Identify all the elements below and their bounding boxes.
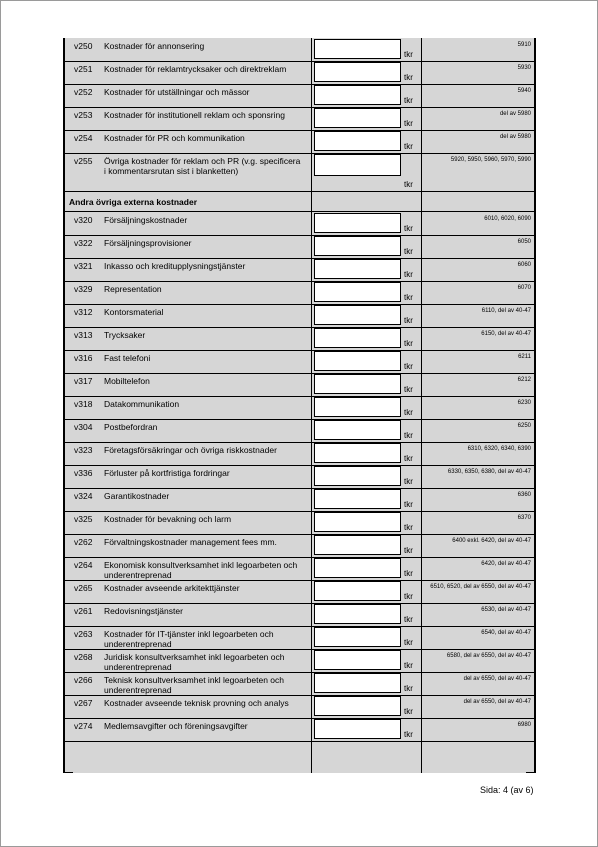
table-row	[65, 373, 534, 397]
row-label: Postbefordran	[104, 422, 158, 432]
amount-input[interactable]	[314, 374, 401, 394]
form-right-rule	[534, 38, 536, 773]
account-reference: 6060	[517, 262, 531, 268]
row-label: Försäljningsprovisioner	[104, 238, 192, 248]
amount-input[interactable]	[314, 558, 401, 578]
table-row	[65, 153, 534, 192]
unit-label: tkr	[404, 119, 413, 128]
row-code: v255	[74, 156, 93, 166]
unit-label: tkr	[404, 500, 413, 509]
row-code: v250	[74, 41, 93, 51]
amount-input[interactable]	[314, 627, 401, 647]
account-reference: del av 5980	[499, 111, 531, 117]
table-row	[65, 304, 534, 328]
table-row	[65, 130, 534, 154]
row-code: v318	[74, 399, 93, 409]
row-label: Kostnader för annonsering	[104, 41, 205, 51]
unit-label: tkr	[404, 316, 413, 325]
table-row	[65, 212, 534, 236]
row-label: Kostnader för utställningar och mässor	[104, 87, 250, 97]
amount-input[interactable]	[314, 154, 401, 176]
amount-input[interactable]	[314, 650, 401, 670]
unit-label: tkr	[404, 180, 413, 189]
account-reference: del av 5980	[499, 134, 531, 140]
row-label: Trycksaker	[104, 330, 146, 340]
table-row	[65, 718, 534, 742]
row-label: Ekonomisk konsultverksamhet inkl legoarbeten och underentreprenad	[104, 560, 298, 580]
unit-label: tkr	[404, 569, 413, 578]
table-row	[65, 465, 534, 489]
row-code: v251	[74, 64, 93, 74]
unit-label: tkr	[404, 730, 413, 739]
row-code: v265	[74, 583, 93, 593]
amount-input[interactable]	[314, 696, 401, 716]
row-label: Kostnader för bevakning och larm	[104, 514, 232, 524]
table-row	[65, 38, 534, 62]
unit-label: tkr	[404, 362, 413, 371]
row-label: Kostnader för reklamtrycksaker och direktreklam	[104, 64, 287, 74]
unit-label: tkr	[404, 142, 413, 151]
row-label: Inkasso och kreditupplysningstjänster	[104, 261, 246, 271]
row-code: v264	[74, 560, 93, 570]
amount-input[interactable]	[314, 673, 401, 693]
amount-input[interactable]	[314, 259, 401, 279]
amount-input[interactable]	[314, 397, 401, 417]
row-label: Kostnader avseende arkitekttjänster	[104, 583, 240, 593]
account-reference: 6010, 6020, 6090	[484, 216, 531, 222]
account-reference: 5910	[517, 42, 531, 48]
row-label: Garantikostnader	[104, 491, 170, 501]
amount-input[interactable]	[314, 512, 401, 532]
account-reference: 6360	[517, 492, 531, 498]
amount-input[interactable]	[314, 236, 401, 256]
amount-input[interactable]	[314, 85, 401, 105]
table-row	[65, 488, 534, 512]
row-code: v267	[74, 698, 93, 708]
account-reference: 6510, 6520, del av 6550, del av 40-47	[430, 584, 531, 590]
unit-label: tkr	[404, 707, 413, 716]
row-label: Kostnader för PR och kommunikation	[104, 133, 245, 143]
unit-label: tkr	[404, 270, 413, 279]
account-reference: 5930	[517, 65, 531, 71]
table-row	[65, 603, 534, 627]
table-row	[65, 235, 534, 259]
table-row	[65, 419, 534, 443]
amount-input[interactable]	[314, 535, 401, 555]
table-row	[65, 672, 534, 696]
row-code: v304	[74, 422, 93, 432]
row-label: Kostnader avseende teknisk provning och analys	[104, 698, 289, 708]
row-label: Mobiltelefon	[104, 376, 150, 386]
account-reference: 6530, del av 40-47	[481, 607, 531, 613]
table-row	[65, 534, 534, 558]
account-reference: 6370	[517, 515, 531, 521]
account-reference: 6980	[517, 722, 531, 728]
page-number: Sida: 4 (av 6)	[480, 785, 534, 795]
table-row	[65, 107, 534, 131]
account-reference: 6110, del av 40-47	[481, 308, 531, 314]
table-row	[65, 580, 534, 604]
row-code: v268	[74, 652, 93, 662]
row-label: Datakommunikation	[104, 399, 180, 409]
row-label: Juridisk konsultverksamhet inkl legoarbeten och underentreprenad	[104, 652, 285, 672]
account-reference: 6400 exkl. 6420, del av 40-47	[452, 538, 531, 544]
row-code: v317	[74, 376, 93, 386]
amount-input[interactable]	[314, 466, 401, 486]
unit-label: tkr	[404, 431, 413, 440]
amount-input[interactable]	[314, 351, 401, 371]
account-reference: 6310, 6320, 6340, 6390	[467, 446, 531, 452]
row-label: Förluster på kortfristiga fordringar	[104, 468, 230, 478]
unit-label: tkr	[404, 661, 413, 670]
amount-input[interactable]	[314, 282, 401, 302]
row-label: Kostnader för IT-tjänster inkl legoarbeten och underentreprenad	[104, 629, 274, 649]
amount-input[interactable]	[314, 108, 401, 128]
section-title: Andra övriga externa kostnader	[69, 197, 198, 207]
account-reference: 6330, 6350, 6380, del av 40-47	[447, 469, 531, 475]
unit-label: tkr	[404, 615, 413, 624]
account-reference: 5940	[517, 88, 531, 94]
row-code: v316	[74, 353, 93, 363]
unit-label: tkr	[404, 385, 413, 394]
row-label: Fast telefoni	[104, 353, 151, 363]
unit-label: tkr	[404, 408, 413, 417]
table-row	[65, 557, 534, 581]
unit-label: tkr	[404, 546, 413, 555]
row-code: v252	[74, 87, 93, 97]
row-label: Redovisningstjänster	[104, 606, 183, 616]
amount-input[interactable]	[314, 39, 401, 59]
form-corner-left	[63, 772, 73, 773]
row-label: Teknisk konsultverksamhet inkl legoarbeten och underentreprenad	[104, 675, 285, 695]
unit-label: tkr	[404, 592, 413, 601]
table-row	[65, 350, 534, 374]
row-label: Kostnader för institutionell reklam och sponsring	[104, 110, 285, 120]
unit-label: tkr	[404, 523, 413, 532]
table-row	[65, 649, 534, 673]
row-code: v266	[74, 675, 93, 685]
row-code: v313	[74, 330, 93, 340]
row-label: Representation	[104, 284, 162, 294]
row-label: Kontorsmaterial	[104, 307, 164, 317]
amount-input[interactable]	[314, 131, 401, 151]
account-reference: del av 6550, del av 40-47	[463, 676, 531, 682]
row-code: v262	[74, 537, 93, 547]
amount-input[interactable]	[314, 719, 401, 739]
row-label: Företagsförsäkringar och övriga riskkostnader	[104, 445, 277, 455]
account-reference: 6580, del av 6550, del av 40-47	[446, 653, 531, 659]
table-row	[65, 258, 534, 282]
unit-label: tkr	[404, 73, 413, 82]
account-reference: 6150, del av 40-47	[481, 331, 531, 337]
unit-label: tkr	[404, 477, 413, 486]
row-code: v325	[74, 514, 93, 524]
table-row	[65, 396, 534, 420]
unit-label: tkr	[404, 454, 413, 463]
amount-input[interactable]	[314, 305, 401, 325]
row-label: Övriga kostnader för reklam och PR (v.g. specificera i kommentarsrutan sist i blanketten)	[104, 156, 301, 176]
account-reference: 6050	[517, 239, 531, 245]
table-row	[65, 281, 534, 305]
table-row	[65, 695, 534, 719]
unit-label: tkr	[404, 96, 413, 105]
row-code: v336	[74, 468, 93, 478]
amount-input[interactable]	[314, 604, 401, 624]
table-row	[65, 327, 534, 351]
form-corner-right	[526, 772, 536, 773]
unit-label: tkr	[404, 50, 413, 59]
row-code: v263	[74, 629, 93, 639]
amount-input[interactable]	[314, 328, 401, 348]
amount-input[interactable]	[314, 489, 401, 509]
row-code: v321	[74, 261, 93, 271]
row-code: v312	[74, 307, 93, 317]
amount-input[interactable]	[314, 581, 401, 601]
row-code: v254	[74, 133, 93, 143]
account-reference: 6212	[517, 377, 531, 383]
account-reference: 5920, 5950, 5960, 5970, 5990	[450, 157, 531, 163]
unit-label: tkr	[404, 339, 413, 348]
unit-label: tkr	[404, 684, 413, 693]
row-code: v323	[74, 445, 93, 455]
table-row	[65, 84, 534, 108]
row-label: Förvaltningskostnader management fees mm.	[104, 537, 277, 547]
account-reference: 6070	[517, 285, 531, 291]
row-code: v329	[74, 284, 93, 294]
unit-label: tkr	[404, 293, 413, 302]
unit-label: tkr	[404, 247, 413, 256]
table-row	[65, 61, 534, 85]
row-label: Försäljningskostnader	[104, 215, 188, 225]
unit-label: tkr	[404, 224, 413, 233]
amount-input[interactable]	[314, 62, 401, 82]
table-row	[65, 626, 534, 650]
account-reference: 6540, del av 40-47	[481, 630, 531, 636]
amount-input[interactable]	[314, 213, 401, 233]
row-code: v320	[74, 215, 93, 225]
section-header	[65, 193, 534, 212]
account-reference: 6230	[517, 400, 531, 406]
row-code: v253	[74, 110, 93, 120]
account-reference: 6420, del av 40-47	[481, 561, 531, 567]
amount-input[interactable]	[314, 443, 401, 463]
row-label: Medlemsavgifter och föreningsavgifter	[104, 721, 248, 731]
unit-label: tkr	[404, 638, 413, 647]
account-reference: del av 6550, del av 40-47	[463, 699, 531, 705]
table-row	[65, 511, 534, 535]
account-reference: 6250	[517, 423, 531, 429]
row-code: v261	[74, 606, 93, 616]
row-code: v322	[74, 238, 93, 248]
row-code: v324	[74, 491, 93, 501]
table-row	[65, 442, 534, 466]
account-reference: 6211	[518, 354, 531, 360]
amount-input[interactable]	[314, 420, 401, 440]
row-code: v274	[74, 721, 93, 731]
